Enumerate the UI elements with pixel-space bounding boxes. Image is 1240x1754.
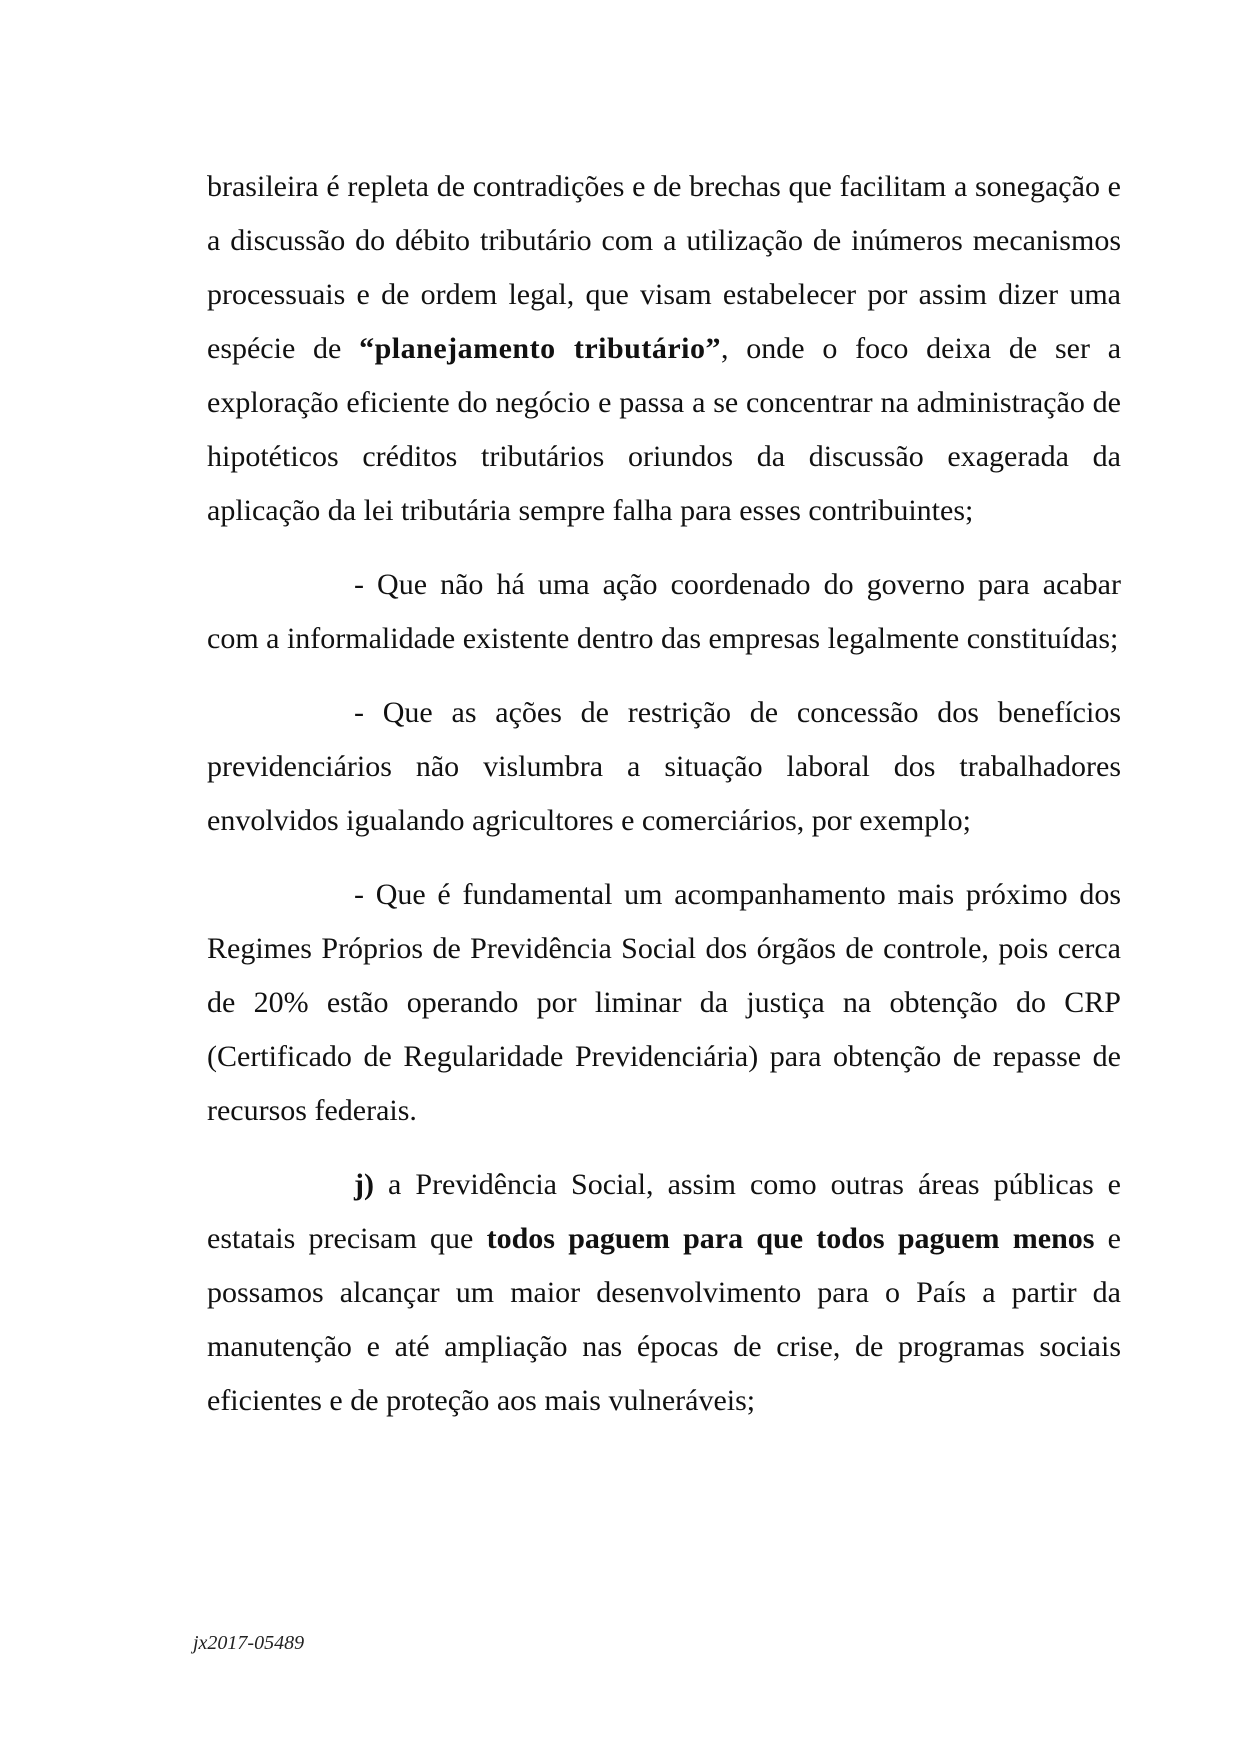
paragraph-text: e possamos alcançar um maior desenvolvimento para o País a partir da manutenção e até ampliação nas épocas de crise, de programas sociais eficientes e de proteção aos mais vulneráveis; <box>207 1222 1121 1417</box>
document-code: jx2017-05489 <box>193 1632 305 1654</box>
bold-term-tax-planning: “planejamento tributário” <box>359 332 722 365</box>
paragraph-tax-loopholes <box>207 160 1121 538</box>
document-body <box>207 160 1121 1428</box>
paragraph-text: brasileira é repleta de contradições e de brechas que facilitam a sonegação e a discussão do débito tributário com a utilização de inúmeros mecanismos processuais e de ordem legal, que visam estabelecer por assim dizer uma espécie de <box>207 170 1121 365</box>
paragraph-item-j <box>207 1158 1121 1428</box>
paragraph-text: , onde o foco deixa de ser a exploração eficiente do negócio e passa a se concentrar na administração de hipotéticos créditos tributários oriundos da discussão exagerada da aplicação da lei tributária sempre falha para esses contribuintes; <box>207 332 1122 527</box>
paragraph-rpps-control: - Que é fundamental um acompanhamento mais próximo dos Regimes Próprios de Previdência Social dos órgãos de controle, pois cerca de 20% estão operando por liminar da justiça na obtenção do CRP (Certificado de Regularidade Previdenciária) para obtenção de repasse de recursos federais. <box>207 878 1121 1127</box>
paragraph-informality: - Que não há uma ação coordenado do governo para acabar com a informalidade existente dentro das empresas legalmente constituídas; <box>207 568 1121 655</box>
paragraph-text: a Previdência Social, assim como outras áreas públicas e estatais precisam que <box>207 1168 1121 1255</box>
paragraph-benefit-restrictions: - Que as ações de restrição de concessão dos benefícios previdenciários não vislumbra a situação laboral dos trabalhadores envolvidos igualando agricultores e comerciários, por exemplo; <box>207 696 1121 837</box>
bold-phrase-everyone-pays: todos paguem para que todos paguem menos <box>486 1222 1095 1255</box>
item-marker: j) <box>354 1168 374 1201</box>
